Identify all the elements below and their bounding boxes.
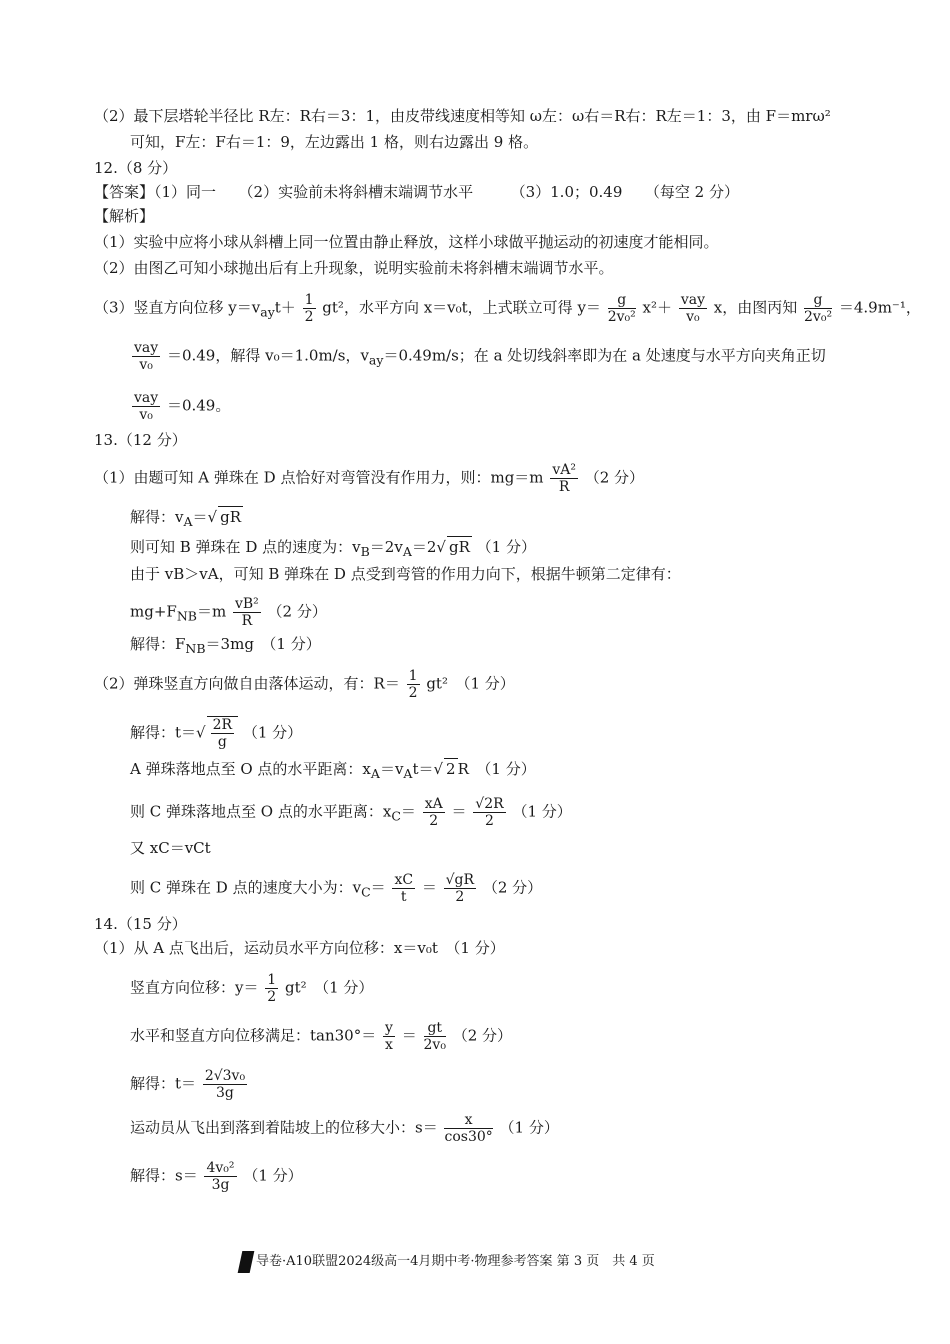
fraction: $\frac{xA}{2}$: [424, 796, 443, 829]
formula-line: 解得：$F_{NB}=3mg$ （1 分）: [130, 635, 321, 656]
formula-line: $\frac{\text{vay}}{\text{v₀}}$ ＝0.49，解得 v₀＝1.0m/s，$v_{ay}=0.49m/s$；在 a 处切线斜率即为在 a 处速度与水平方向夹角正切: [134, 340, 826, 373]
fraction: $\frac{√gR}{2}$: [445, 872, 475, 905]
formula-line: 解得：t＝√ $\frac{2R}{g}$ （1 分）: [130, 717, 303, 750]
formula-line: 解得：$v_A=√$ gR: [130, 508, 241, 529]
fraction: $\frac{\text{vB²}}{R}$: [234, 596, 259, 629]
question-heading: 13.（12 分）: [94, 431, 187, 449]
text-line: （2）最下层塔轮半径比 R左：R右＝3：1，由皮带线速度相等知 ω左：ω右＝R右：R左＝1：3，由 F＝mrω²: [94, 107, 831, 125]
formula-line: 则 C 弹珠在 D 点的速度大小为：$v_C=$ $\frac{xC}{t}$ ＝ $\frac{√gR}{2}$ （2 分）: [130, 872, 543, 905]
text-line: （1）从 A 点飞出后，运动员水平方向位移：x＝v₀t （1 分）: [94, 939, 505, 957]
fraction: $\frac{xC}{t}$: [394, 872, 414, 905]
fraction: $\frac{x}{\cos 30^\circ}$: [444, 1112, 493, 1145]
fraction: $\frac{1}{2}$: [304, 292, 314, 325]
answer-line: 【答案】（1）同一 （2）实验前未将斜槽末端调节水平 （3）1.0；0.49 （每空 2 分）: [94, 183, 739, 201]
fraction: $\frac{g}{\text{2v₀²}}$: [804, 292, 833, 325]
formula-line: 则 C 弹珠落地点至 O 点的水平距离：$x_C=$ $\frac{xA}{2}$ ＝ $\frac{√2R}{2}$ （1 分）: [130, 796, 572, 829]
text-line: 可知，F左：F右＝1：9，左边露出 1 格，则右边露出 9 格。: [130, 133, 539, 151]
formula-line: 则可知 B 弹珠在 D 点的速度为：$v_B=2v_A=2√$ gR （1 分）: [130, 538, 536, 559]
fraction: $\frac{1}{2}$: [267, 972, 277, 1005]
brand-logo-icon: [238, 1251, 255, 1273]
text-line: （1）实验中应将小球从斜槽上同一位置由静止释放，这样小球做平抛运动的初速度才能相同。: [94, 233, 719, 251]
fraction: $\frac{\text{vay}}{\text{v₀}}$: [134, 390, 159, 423]
formula-line: （3）竖直方向位移 $y=v_{ay}t+$ $\frac{1}{2}$ gt²，水平方向 x＝v₀t，上式联立可得 y＝ $\frac{g}{\text{2v₀²}}$ x²＋ $\frac{\text{vay}}{\text{v₀}}$ x，由图丙知 $\frac{g}{\text{2v₀²}}$ ＝4.9m⁻¹，: [94, 292, 921, 325]
text-line: （2）由图乙可知小球抛出后有上升现象，说明实验前未将斜槽末端调节水平。: [94, 259, 614, 277]
fraction: $\frac{1}{2}$: [408, 668, 418, 701]
formula-line: 竖直方向位移：y＝ $\frac{1}{2}$ gt² （1 分）: [130, 972, 374, 1005]
formula-line: 解得：s＝ $\frac{\text{4v₀²}}{3g}$ （1 分）: [130, 1160, 303, 1193]
text-line: 由于 vB＞vA，可知 B 弹珠在 D 点受到弯管的作用力向下，根据牛顿第二定律有：: [130, 565, 681, 583]
fraction: $\frac{√2R}{2}$: [475, 796, 504, 829]
question-heading: 12.（8 分）: [94, 159, 178, 177]
fraction: $\frac{\text{4v₀²}}{3g}$: [206, 1160, 235, 1193]
fraction: $\frac{\text{vay}}{\text{v₀}}$: [134, 340, 159, 373]
formula-line: 解得：t＝ $\frac{\text{2√3v₀}}{3g}$: [130, 1068, 246, 1101]
fraction: $\frac{gt}{\text{2v₀}}$: [423, 1020, 446, 1053]
formula-line: $\frac{\text{vay}}{\text{v₀}}$ ＝0.49。: [134, 390, 231, 423]
fraction: $\frac{g}{\text{2v₀²}}$: [607, 292, 636, 325]
formula-line: $mg+F_{NB}=m$ $\frac{\text{vB²}}{R}$ （2 分）: [130, 596, 327, 629]
fraction: $\frac{\text{vA²}}{R}$: [552, 462, 576, 495]
formula-line: A 弹珠落地点至 O 点的水平距离：$x_A=v_At=√$ 2 R （1 分）: [130, 760, 536, 781]
formula-line: （1）由题可知 A 弹珠在 D 点恰好对弯管没有作用力，则：mg＝m $\frac{\text{vA²}}{R}$ （2 分）: [94, 462, 645, 495]
fraction: $\frac{2R}{g}$: [212, 717, 233, 750]
question-heading: 14.（15 分）: [94, 915, 187, 933]
formula-line: 水平和竖直方向位移满足：tan30°＝ $\frac{y}{x}$ ＝ $\frac{gt}{\text{2v₀}}$ （2 分）: [130, 1020, 513, 1053]
fraction: $\frac{y}{x}$: [385, 1020, 393, 1053]
fraction: $\frac{\text{2√3v₀}}{3g}$: [204, 1068, 246, 1101]
formula-line: （2）弹珠竖直方向做自由落体运动，有：R＝ $\frac{1}{2}$ gt² （1 分）: [94, 668, 515, 701]
analysis-heading: 【解析】: [94, 207, 155, 225]
page-footer: 导卷·A10联盟2024级高一4月期中考·物理参考答案 第 3 页 共 4 页: [240, 1250, 655, 1273]
formula-line: 运动员从飞出到落到着陆坡上的位移大小：s＝ $\frac{x}{\cos 30^\circ}$ （1 分）: [130, 1112, 559, 1145]
fraction: $\frac{\text{vay}}{\text{v₀}}$: [680, 292, 705, 325]
text-line: 又 xC＝vCt: [130, 839, 211, 857]
